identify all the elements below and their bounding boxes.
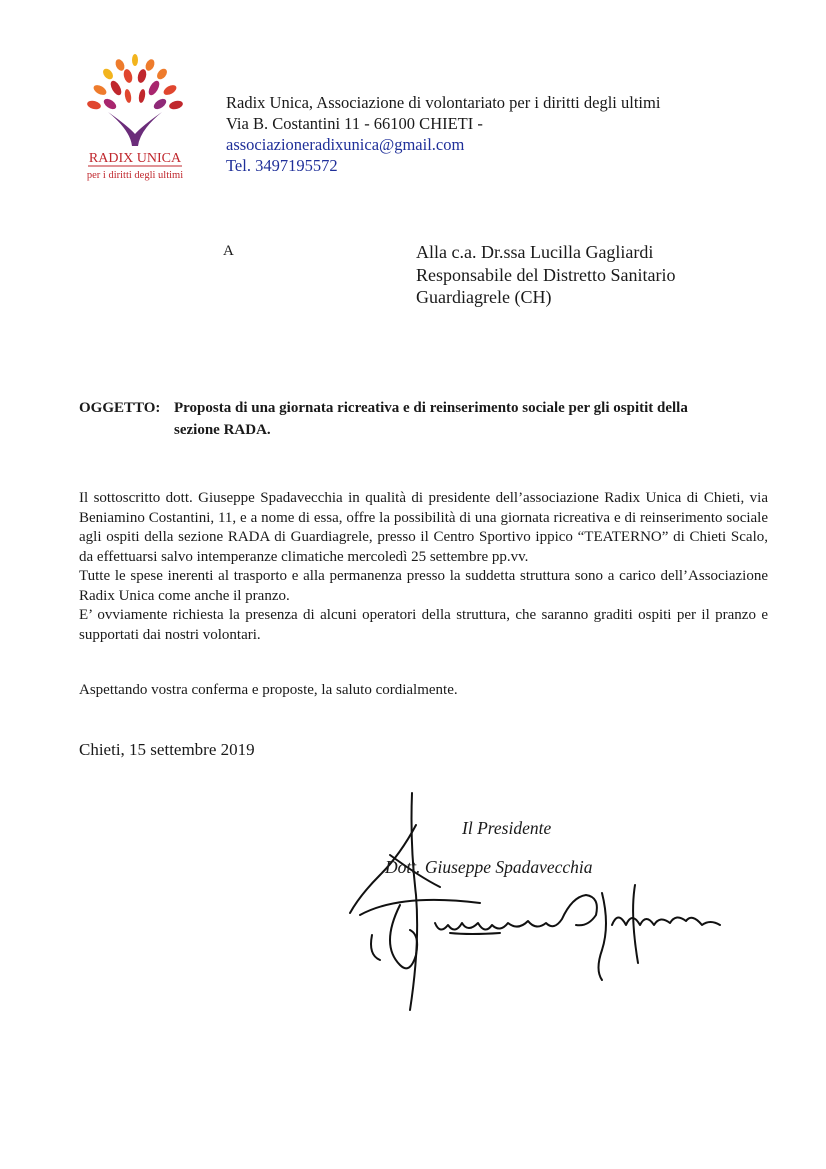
phone-line: Tel. 3497195572: [226, 156, 338, 175]
recipient-line: Guardiagrele (CH): [416, 287, 552, 307]
letterhead-contact: [226, 92, 660, 176]
org-name-line: Radix Unica, Associazione di volontariato per i diritti degli ultimi: [226, 93, 661, 112]
subject-block: [79, 397, 779, 441]
signature-title: Il Presidente: [462, 818, 552, 838]
body-paragraph: E’ ovviamente richiesta la presenza di alcuni operatori della struttura, che saranno graditi ospiti per il pranzo e supportati dai nostri volontari.: [79, 607, 768, 643]
body-paragraph: Tutte le spese inerenti al trasporto e alla permanenza presso la suddetta struttura sono a carico dell’Associazione Radix Unica come anche il pranzo.: [79, 568, 768, 604]
date-line: Chieti, 15 settembre 2019: [79, 740, 255, 759]
recipient-address: [416, 241, 675, 309]
letter-body: [79, 489, 768, 645]
radix-unica-logo: [80, 50, 190, 190]
subject-line-1: Proposta di una giornata ricreativa e di reinserimento sociale per gli ospitit della: [174, 400, 688, 416]
recipient-line: Alla c.a. Dr.ssa Lucilla Gagliardi: [416, 242, 654, 262]
subject-line-2: sezione RADA.: [174, 422, 271, 438]
email-link[interactable]: associazioneradixunica@gmail.com: [226, 135, 465, 154]
subject-label: OGGETTO:: [79, 400, 161, 416]
tree-logo-icon: [86, 54, 184, 146]
recipient-marker: A: [223, 243, 234, 259]
signature-name: Dott. Giuseppe Spadavecchia: [385, 857, 593, 877]
body-paragraph: Il sottoscritto dott. Giuseppe Spadavecchia in qualità di presidente dell’associazione Radix Unica di Chieti, via Beniamino Costantini, 11, e a nome di essa, offre la possibilità di una giornata ricreativa e di reinserimento sociale agli ospiti della sezione RADA di Guardiagrele, presso il Centro Sportivo ippico “TEATERNO” di Chieti Scalo, da effettuarsi salvo intemperanze climatiche mercoledì 25 settembre pp.vv.: [79, 490, 768, 565]
address-line: Via B. Costantini 11 - 66100 CHIETI -: [226, 114, 483, 133]
closing-line: Aspettando vostra conferma e proposte, la saluto cordialmente.: [79, 682, 458, 698]
recipient-line: Responsabile del Distretto Sanitario: [416, 264, 676, 285]
logo-brand-text: RADIX UNICA: [88, 151, 182, 166]
logo-tagline: per i diritti degli ultimi: [86, 170, 184, 181]
